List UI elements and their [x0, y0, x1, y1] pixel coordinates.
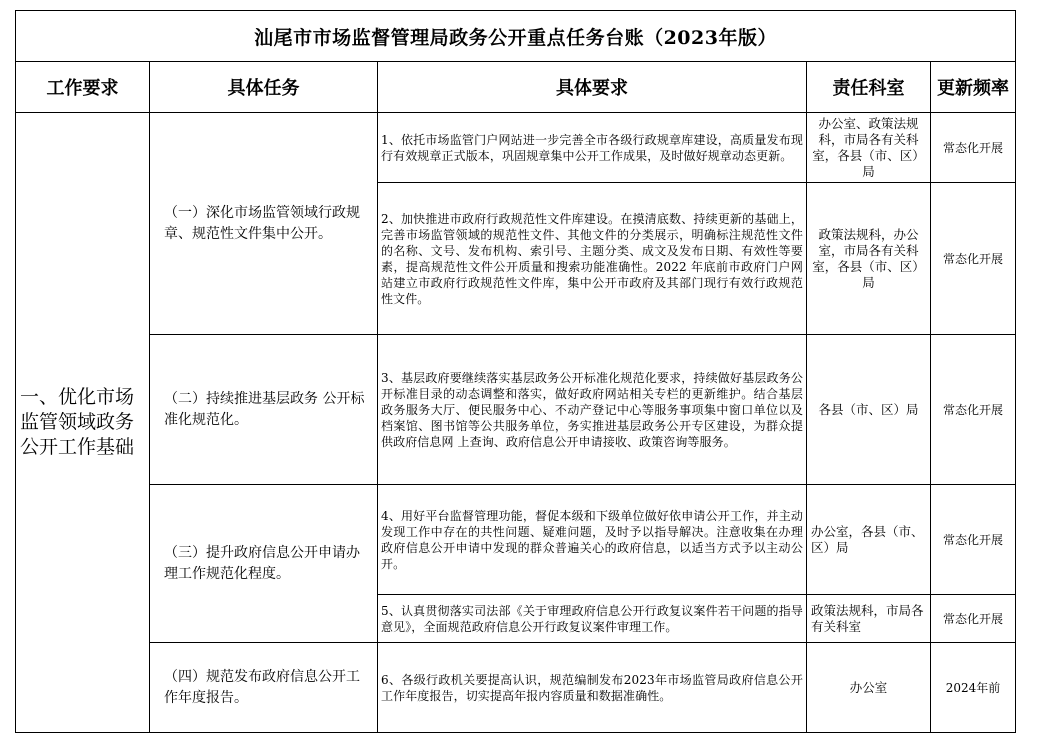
frequency-cell-1: 常态化开展 [931, 113, 1016, 183]
task-cell-3: （三）提升政府信息公开申请办理工作规范化程度。 [150, 485, 378, 643]
table-title: 汕尾市市场监督管理局政务公开重点任务台账（2023年版） [16, 11, 1016, 62]
work-requirement-cell: 一、优化市场监管领域政务公开工作基础 [16, 113, 150, 733]
header-row [16, 62, 1016, 113]
header-task: 具体任务 [150, 62, 378, 113]
header-department: 责任科室 [807, 62, 931, 113]
header-requirement: 工作要求 [16, 62, 150, 113]
title-row [16, 11, 1016, 62]
header-detail: 具体要求 [378, 62, 807, 113]
table-row [16, 643, 1016, 733]
department-cell-2: 政策法规科，办公室，市局各有关科室，各县（市、区）局 [807, 183, 931, 335]
detail-cell-3: 3、基层政府要继续落实基层政务公开标准化规范化要求，持续做好基层政务公开标准目录的动态调整和落实，做好政府网站相关专栏的更新维护。结合基层政务服务大厅、便民服务中心、不动产登记中心等服务事项集中窗口单位以及档案馆、图书馆等公共服务单位，务实推进基层政务公开专区建设，为群众提供政府信息网 上查询、政府信息公开申请接收、政策咨询等服务。 [378, 335, 807, 485]
table-row [16, 335, 1016, 485]
header-frequency: 更新频率 [931, 62, 1016, 113]
department-cell-5: 政策法规科，市局各有关科室 [807, 595, 931, 643]
ledger-sheet [15, 10, 1015, 733]
task-cell-2: （二）持续推进基层政务 公开标准化规范化。 [150, 335, 378, 485]
department-cell-1: 办公室、政策法规科，市局各有关科室，各县（市、区）局 [807, 113, 931, 183]
frequency-cell-5: 常态化开展 [931, 595, 1016, 643]
detail-cell-6: 6、各级行政机关要提高认识，规范编制发布2023年市场监管局政府信息公开工作年度报告，切实提高年报内容质量和数据准确性。 [378, 643, 807, 733]
frequency-cell-2: 常态化开展 [931, 183, 1016, 335]
department-cell-4: 办公室，各县（市、区）局 [807, 485, 931, 595]
department-cell-6: 办公室 [807, 643, 931, 733]
table-row [16, 113, 1016, 183]
detail-cell-5: 5、认真贯彻落实司法部《关于审理政府信息公开行政复议案件若干问题的指导意见》，全面规范政府信息公开行政复议案件审理工作。 [378, 595, 807, 643]
table-row [16, 485, 1016, 595]
task-cell-4: （四）规范发布政府信息公开工作年度报告。 [150, 643, 378, 733]
frequency-cell-3: 常态化开展 [931, 335, 1016, 485]
detail-cell-4: 4、用好平台监督管理功能，督促本级和下级单位做好依申请公开工作，并主动发现工作中存在的共性问题、疑难问题，及时予以指导解决。注意收集在办理政府信息公开申请中发现的群众普遍关心的政府信息，以适当方式予以主动公开。 [378, 485, 807, 595]
task-cell-1: （一）深化市场监管领域行政规章、规范性文件集中公开。 [150, 113, 378, 335]
frequency-cell-4: 常态化开展 [931, 485, 1016, 595]
detail-cell-2: 2、加快推进市政府行政规范性文件库建设。在摸清底数、持续更新的基础上，完善市场监管领域的规范性文件、其他文件的分类展示，明确标注规范性文件的名称、文号、发布机构、索引号、主题分类、成文及发布日期、有效性等要素，提高规范性文件公开质量和搜索功能准确性。2022 年底前市政府门户网站建立市政府行政规范性文件库，集中公开市政府及其部门现行有效行政规范性文件。 [378, 183, 807, 335]
task-ledger-table [15, 10, 1016, 733]
detail-cell-1: 1、依托市场监管门户网站进一步完善全市各级行政规章库建设，高质量发布现行有效规章正式版本，巩固规章集中公开工作成果，及时做好规章动态更新。 [378, 113, 807, 183]
department-cell-3: 各县（市、区）局 [807, 335, 931, 485]
frequency-cell-6: 2024年前 [931, 643, 1016, 733]
